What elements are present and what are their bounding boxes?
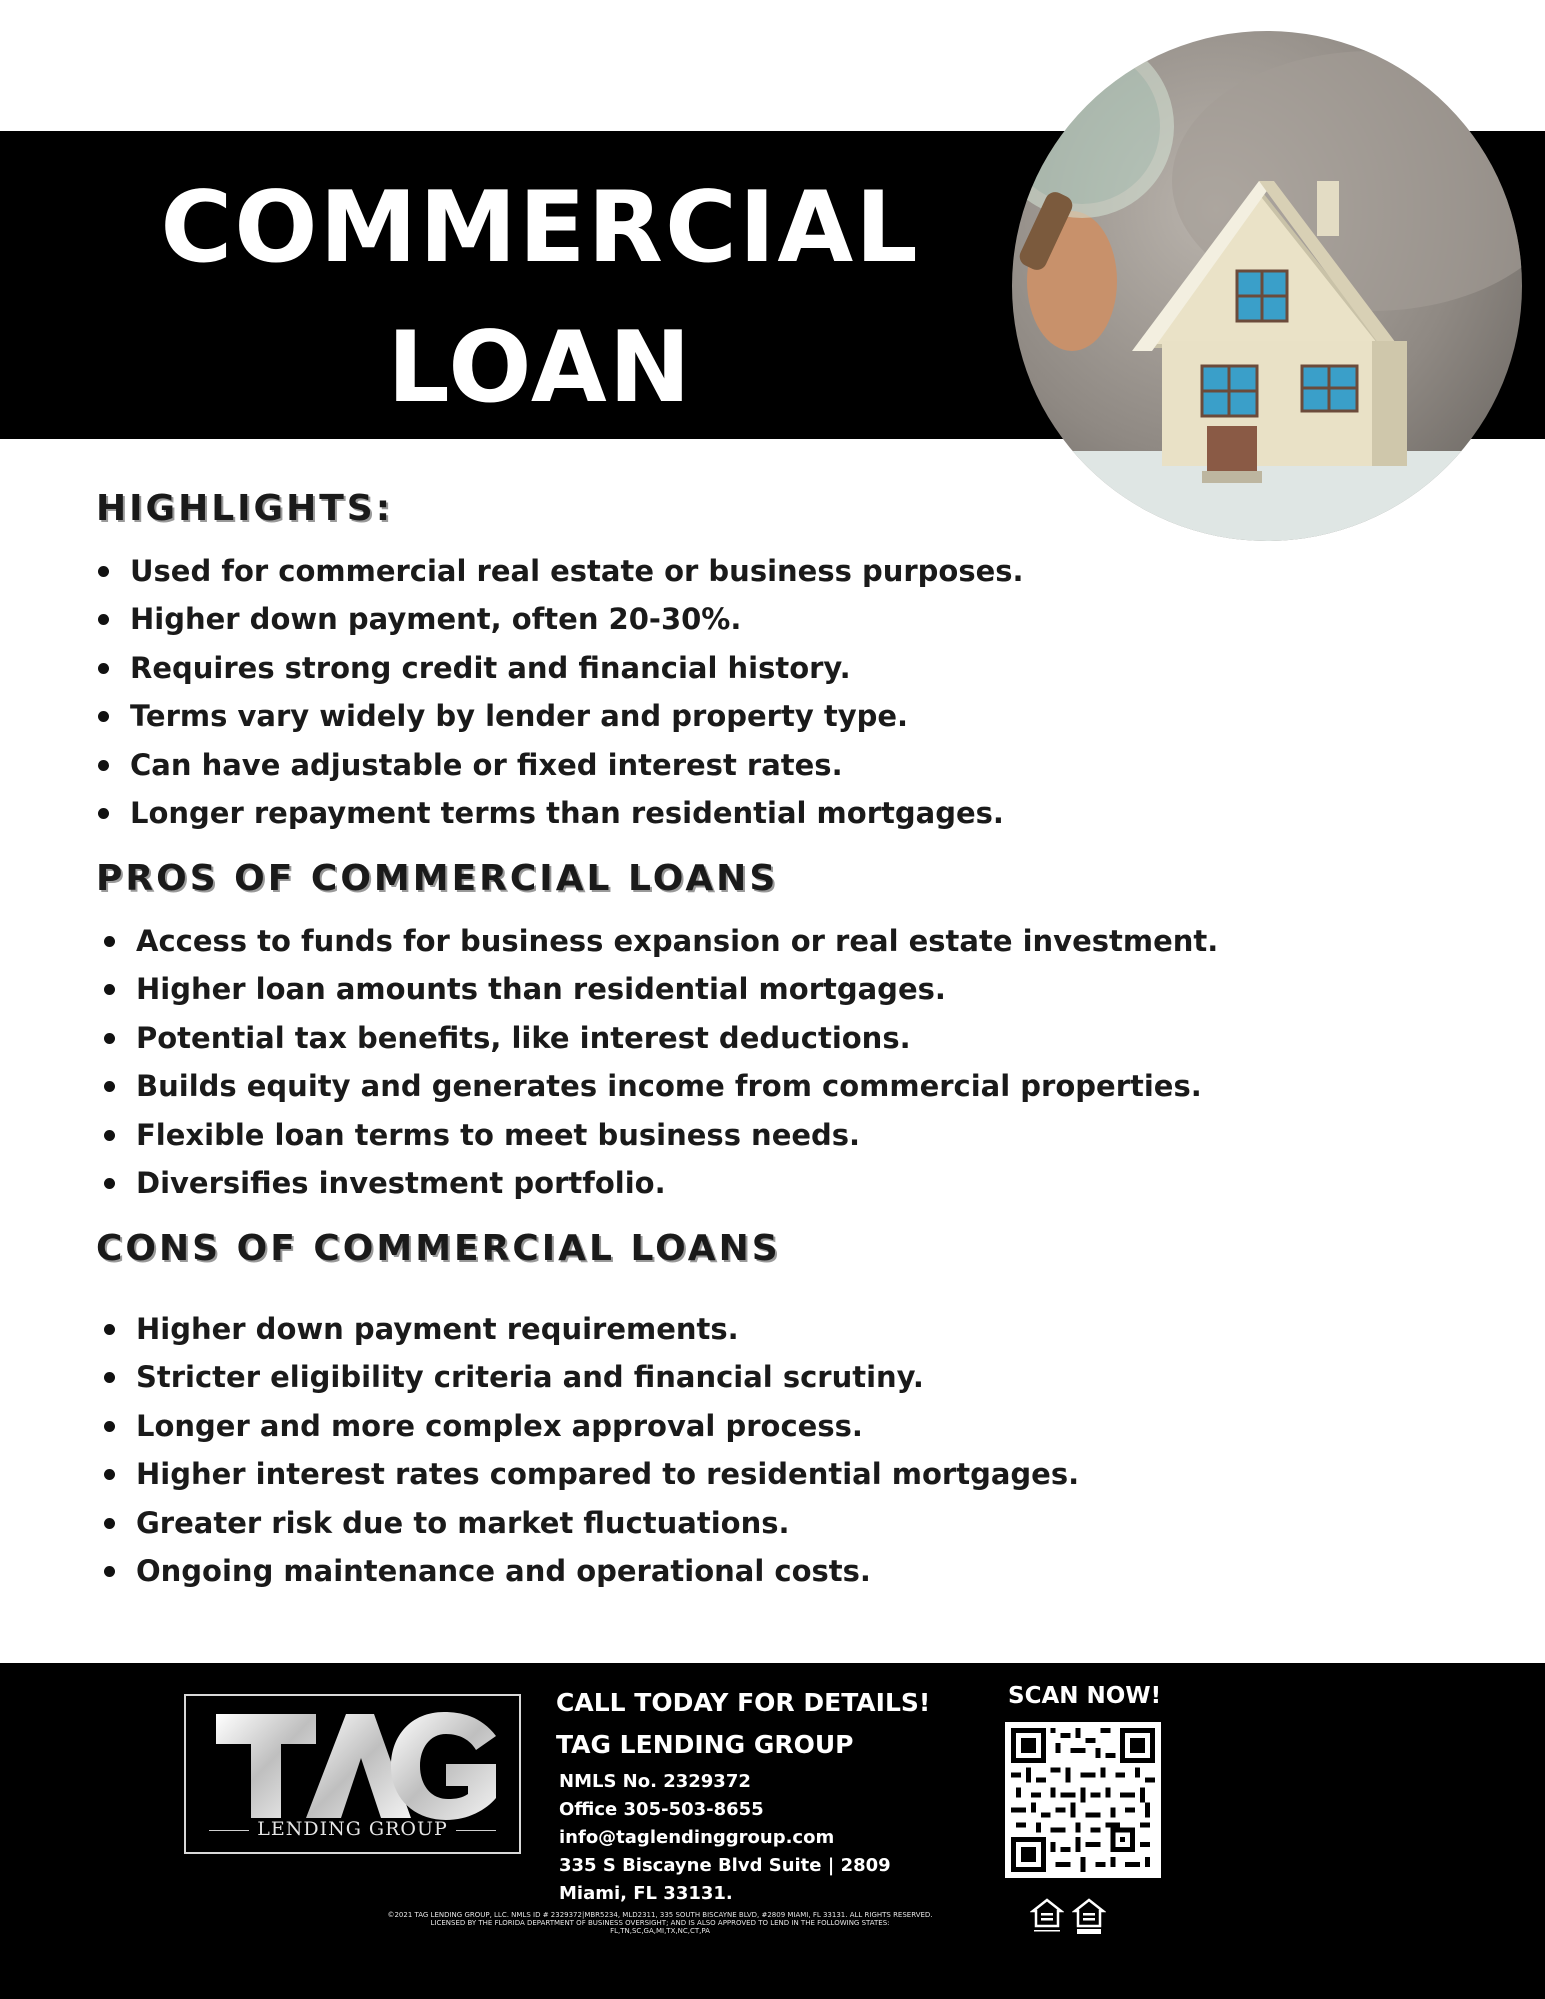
highlights-heading: HIGHLIGHTS:: [96, 488, 394, 529]
list-item-text: Potential tax benefits, like interest deductions.: [136, 1020, 911, 1055]
list-item: [96, 789, 1024, 837]
tag-logo-icon: [206, 1706, 502, 1824]
list-item-text: Higher interest rates compared to residential mortgages.: [136, 1457, 1080, 1492]
list-item: [96, 1450, 1079, 1498]
bullet-icon: [104, 1421, 115, 1432]
list-item-text: Greater risk due to market fluctuations.: [136, 1505, 790, 1540]
list-item-text: Flexible loan terms to meet business needs.: [136, 1117, 861, 1152]
contact-info: [559, 1768, 891, 1908]
title-line-2: LOAN: [387, 311, 693, 425]
disclaimer-line-3: FL,TN,SC,GA,MI,TX,NC,CT,PA: [610, 1927, 710, 1935]
list-item: [96, 917, 1218, 965]
list-item: [96, 1499, 1079, 1547]
nmls-number: NMLS No. 2329372: [559, 1771, 751, 1792]
list-item-text: Terms vary widely by lender and property type.: [130, 699, 909, 734]
bullet-icon: [104, 1324, 115, 1335]
bullet-icon: [98, 614, 109, 625]
divider: [209, 1830, 249, 1831]
highlights-list: [96, 547, 1024, 837]
address-line-1: 335 S Biscayne Blvd Suite | 2809: [559, 1855, 891, 1876]
list-item-text: Builds equity and generates income from commercial properties.: [136, 1069, 1202, 1104]
disclaimer-line-2: LICENSED BY THE FLORIDA DEPARTMENT OF BUSINESS OVERSIGHT; AND IS ALSO APPROVED TO LEND IN THE FOLLOWING STATES:: [430, 1919, 890, 1927]
bullet-icon: [98, 711, 109, 722]
call-to-action: CALL TODAY FOR DETAILS!: [556, 1688, 931, 1717]
list-item-text: Higher down payment requirements.: [136, 1312, 739, 1346]
list-item-text: Diversifies investment portfolio.: [136, 1166, 666, 1201]
list-item-text: Access to funds for business expansion or real estate investment.: [136, 924, 1219, 958]
bullet-icon: [104, 936, 115, 947]
list-item: [96, 692, 1024, 740]
pros-list: [96, 917, 1218, 1207]
cons-section: [96, 1228, 1079, 1595]
company-logo: [184, 1694, 521, 1854]
bullet-icon: [98, 566, 109, 577]
title-line-1: COMMERCIAL: [160, 171, 920, 285]
cons-heading: CONS OF COMMERCIAL LOANS: [96, 1228, 781, 1269]
list-item-text: Longer and more complex approval process.: [136, 1408, 863, 1443]
bullet-icon: [98, 808, 109, 819]
bullet-icon: [104, 1081, 115, 1092]
list-item: [96, 547, 1024, 595]
list-item-text: Higher down payment, often 20-30%.: [130, 602, 742, 637]
bullet-icon: [104, 1469, 115, 1480]
bullet-icon: [104, 1372, 115, 1383]
equal-housing-lender-icon: [1072, 1896, 1106, 1936]
bullet-icon: [104, 1518, 115, 1529]
list-item-text: Requires strong credit and financial history.: [130, 650, 851, 685]
address-line-2: Miami, FL 33131.: [559, 1883, 733, 1904]
list-item: [96, 1402, 1079, 1450]
bullet-icon: [98, 663, 109, 674]
list-item: [96, 1547, 1079, 1595]
logo-subtitle: [186, 1818, 519, 1840]
bullet-icon: [104, 1178, 115, 1189]
bullet-icon: [104, 1566, 115, 1577]
list-item: [96, 644, 1024, 692]
disclaimer-line-1: ©2021 TAG LENDING GROUP, LLC. NMLS ID # 2329372|MBR5234, MLD2311, 335 SOUTH BISCAYNE BLVD, #2809 MIAMI, FL 33131. ALL RIGHTS RESERVED.: [387, 1911, 933, 1919]
list-item: [96, 1014, 1218, 1062]
legal-disclaimer: [300, 1911, 1020, 1935]
list-item-text: Stricter eligibility criteria and financial scrutiny.: [136, 1360, 924, 1395]
pros-heading: PROS OF COMMERCIAL LOANS: [96, 858, 779, 899]
house-photo: [1012, 31, 1522, 541]
equal-housing-icons: [1030, 1896, 1106, 1936]
list-item: [96, 965, 1218, 1013]
qr-code[interactable]: [1005, 1722, 1161, 1878]
page-title: [0, 158, 1080, 438]
list-item: [96, 595, 1024, 643]
list-item: [96, 741, 1024, 789]
list-item-text: Higher loan amounts than residential mortgages.: [136, 972, 946, 1007]
divider: [456, 1830, 496, 1831]
list-item: [96, 1353, 1079, 1401]
bullet-icon: [98, 760, 109, 771]
email-link[interactable]: info@taglendinggroup.com: [559, 1827, 835, 1848]
list-item-text: Ongoing maintenance and operational costs.: [136, 1554, 871, 1589]
bullet-icon: [104, 984, 115, 995]
list-item: [96, 1159, 1218, 1207]
bullet-icon: [104, 1033, 115, 1044]
pros-section: [96, 858, 1218, 1207]
qr-code-icon: [1011, 1728, 1155, 1872]
logo-subtitle-text: LENDING GROUP: [257, 1818, 448, 1840]
company-name: TAG LENDING GROUP: [556, 1730, 854, 1759]
list-item: [96, 1111, 1218, 1159]
cons-list: [96, 1305, 1079, 1595]
scan-label: SCAN NOW!: [1008, 1683, 1162, 1709]
highlights-section: [96, 488, 1024, 837]
house-illustration: [1012, 31, 1522, 541]
equal-housing-opportunity-icon: [1030, 1896, 1064, 1936]
office-phone[interactable]: Office 305-503-8655: [559, 1799, 764, 1820]
list-item-text: Can have adjustable or fixed interest rates.: [130, 747, 843, 782]
list-item: [96, 1062, 1218, 1110]
list-item: [96, 1305, 1079, 1353]
bullet-icon: [104, 1130, 115, 1141]
list-item-text: Used for commercial real estate or business purposes.: [130, 554, 1024, 588]
list-item-text: Longer repayment terms than residential mortgages.: [130, 796, 1004, 831]
